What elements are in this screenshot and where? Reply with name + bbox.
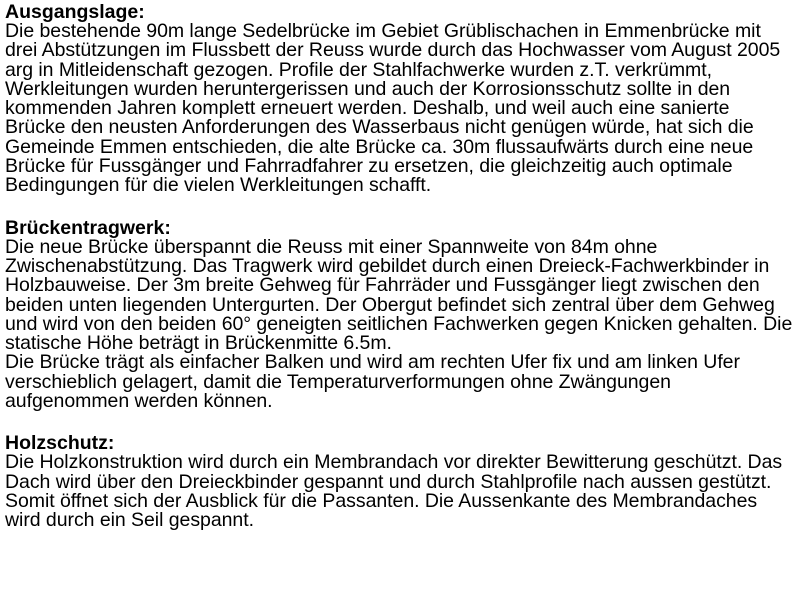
- paragraph: Die bestehende 90m lange Sedelbrücke im Gebiet Grüblischachen in Emmenbrücke mit drei Abstützungen im Flussbett der Reuss wurde durch das Hochwasser vom August 2005 arg in Mitleidenschaft gezogen. Profile der Stahlfachwerke wurden z.T. verkrümmt, Werkleitungen wurden heruntergerissen und auch der Korrosionsschutz sollte in den kommenden Jahren komplett erneuert werden. Deshalb, und weil auch eine sanierte Brücke den neusten Anforderungen des Wasserbaus nicht genügen würde, hat sich die Gemeinde Emmen entschieden, die alte Brücke ca. 30m flussaufwärts durch eine neue Brücke für Fussgänger und Fahrradfahrer zu ersetzen, die gleichzeitig auch optimale Bedingungen für die vielen Werkleitungen schafft.: [5, 20, 781, 197]
- paragraph: Die neue Brücke überspannt die Reuss mit einer Spannweite von 84m ohne Zwischenabstützung. Das Tragwerk wird gebildet durch einen Dreieck-Fachwerkbinder in Holzbauweise. Der 3m breite Gehweg für Fahrräder und Fussgänger liegt zwischen den beiden unten liegenden Untergurten. Der Obergut befindet sich zentral über dem Gehweg und wird von den beiden 60° geneigten seitlichen Fachwerken gegen Knicken gehalten. Die statische Höhe beträgt in Brückenmitte 6.5m.: [5, 235, 793, 355]
- section-heading: Ausgangslage:: [5, 1, 145, 23]
- section-heading: Holzschutz:: [5, 432, 115, 455]
- document-body: [5, 2, 795, 553]
- section-heading: Brückentragwerk:: [5, 216, 171, 239]
- paragraph: Die Brücke trägt als einfacher Balken und wird am rechten Ufer fix und am linken Ufer verschieblich gelagert, damit die Temperaturverformungen ohne Zwängungen aufgenommen werden können.: [5, 351, 740, 413]
- section-brueckentragwerk: [5, 218, 795, 412]
- section-ausgangslage: [5, 2, 795, 196]
- section-holzschutz: [5, 433, 795, 530]
- paragraph: Die Holzkonstruktion wird durch ein Membrandach vor direkter Bewitterung geschützt. Das Dach wird über den Dreieckbinder gespannt und durch Stahlprofile nach aussen gestützt. Somit öffnet sich der Ausblick für die Passanten. Die Aussenkante des Membrandaches wird durch ein Seil gespannt.: [5, 451, 783, 532]
